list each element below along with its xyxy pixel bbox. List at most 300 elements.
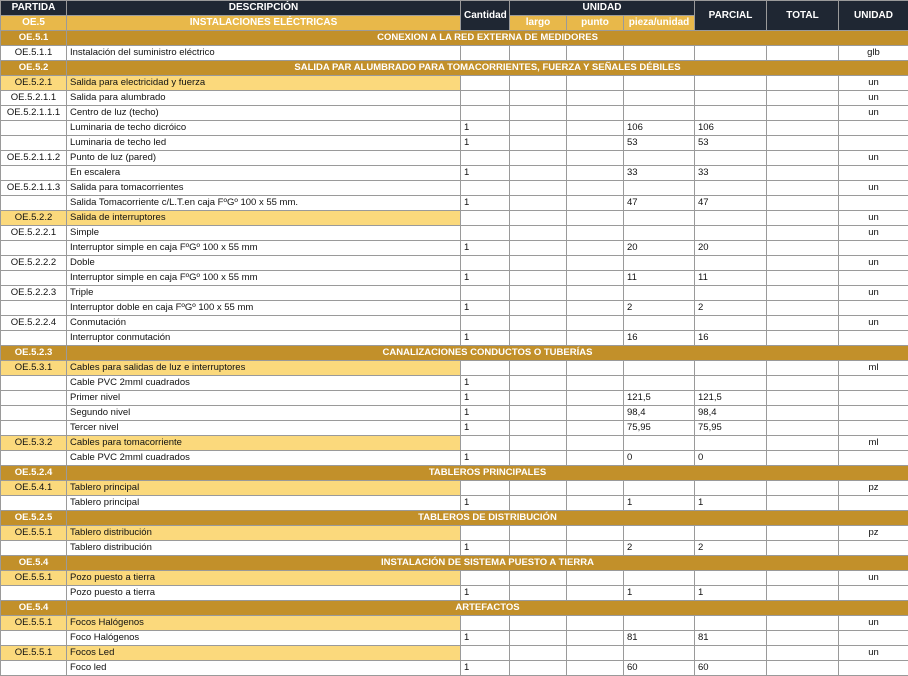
- header-largo: largo: [510, 16, 567, 31]
- row-punto: [567, 76, 624, 91]
- row-cantidad: 1: [461, 661, 510, 676]
- row-description: Salida para alumbrado: [67, 91, 461, 106]
- row-description: Pozo puesto a tierra: [67, 586, 461, 601]
- row-pieza-unidad: [624, 646, 695, 661]
- row-description: Salida para electricidad y fuerza: [67, 76, 461, 91]
- section-row: [1, 466, 908, 481]
- row-punto: [567, 316, 624, 331]
- row-code: [1, 121, 67, 136]
- row-unit: un: [839, 616, 908, 631]
- row-total: [767, 226, 839, 241]
- row-code: OE.5.2.1: [1, 76, 67, 91]
- row-code: [1, 166, 67, 181]
- row-unit: [839, 121, 908, 136]
- row-pieza-unidad: [624, 76, 695, 91]
- table-row: [1, 406, 908, 421]
- row-total: [767, 571, 839, 586]
- row-code: [1, 631, 67, 646]
- row-pieza-unidad: [624, 616, 695, 631]
- subsection-row: [1, 361, 908, 376]
- row-unit: un: [839, 316, 908, 331]
- row-largo: [510, 586, 567, 601]
- row-pieza-unidad: [624, 481, 695, 496]
- row-code: [1, 451, 67, 466]
- row-punto: [567, 196, 624, 211]
- row-description: ARTEFACTOS: [67, 601, 908, 616]
- row-pieza-unidad: 2: [624, 541, 695, 556]
- header-pieza-unidad: pieza/unidad: [624, 16, 695, 31]
- row-total: [767, 136, 839, 151]
- row-code: [1, 271, 67, 286]
- row-code: OE.5.2.2.2: [1, 256, 67, 271]
- row-pieza-unidad: 20: [624, 241, 695, 256]
- table-row: [1, 661, 908, 676]
- row-punto: [567, 241, 624, 256]
- section-row: [1, 61, 908, 76]
- row-description: Salida Tomacorriente c/L.T.en caja FºGº 100 x 55 mm.: [67, 196, 461, 211]
- row-total: [767, 391, 839, 406]
- row-pieza-unidad: [624, 436, 695, 451]
- table-row: [1, 496, 908, 511]
- row-total: [767, 76, 839, 91]
- row-parcial: [695, 181, 767, 196]
- row-total: [767, 106, 839, 121]
- row-cantidad: 1: [461, 331, 510, 346]
- row-largo: [510, 661, 567, 676]
- row-parcial: 98,4: [695, 406, 767, 421]
- table-row: [1, 181, 908, 196]
- header-cantidad: Cantidad: [461, 1, 510, 31]
- row-total: [767, 301, 839, 316]
- row-pieza-unidad: [624, 286, 695, 301]
- row-largo: [510, 241, 567, 256]
- row-description: Salida de interruptores: [67, 211, 461, 226]
- row-description: Tablero distribución: [67, 541, 461, 556]
- row-cantidad: [461, 616, 510, 631]
- row-punto: [567, 406, 624, 421]
- row-unit: pz: [839, 526, 908, 541]
- row-description: Cable PVC 2mml cuadrados: [67, 376, 461, 391]
- row-unit: [839, 421, 908, 436]
- row-largo: [510, 541, 567, 556]
- row-pieza-unidad: [624, 181, 695, 196]
- row-largo: [510, 406, 567, 421]
- row-description: Interruptor conmutación: [67, 331, 461, 346]
- row-cantidad: 1: [461, 196, 510, 211]
- row-punto: [567, 526, 624, 541]
- row-parcial: [695, 91, 767, 106]
- row-punto: [567, 121, 624, 136]
- row-largo: [510, 631, 567, 646]
- row-code: OE.5.3.1: [1, 361, 67, 376]
- row-parcial: 11: [695, 271, 767, 286]
- row-parcial: [695, 286, 767, 301]
- subsection-row: [1, 571, 908, 586]
- row-punto: [567, 301, 624, 316]
- row-parcial: [695, 571, 767, 586]
- row-code: [1, 421, 67, 436]
- row-code: [1, 136, 67, 151]
- row-punto: [567, 166, 624, 181]
- row-total: [767, 286, 839, 301]
- row-largo: [510, 76, 567, 91]
- row-description: Focos Halógenos: [67, 616, 461, 631]
- header-unidad: UNIDAD: [839, 1, 908, 31]
- row-parcial: [695, 376, 767, 391]
- row-parcial: [695, 76, 767, 91]
- row-code: OE.5.4: [1, 601, 67, 616]
- row-punto: [567, 181, 624, 196]
- table-row: [1, 136, 908, 151]
- row-largo: [510, 286, 567, 301]
- table-row: [1, 631, 908, 646]
- subsection-row: [1, 646, 908, 661]
- row-cantidad: [461, 211, 510, 226]
- row-parcial: [695, 211, 767, 226]
- row-unit: un: [839, 256, 908, 271]
- row-parcial: [695, 316, 767, 331]
- row-total: [767, 331, 839, 346]
- table-row: [1, 586, 908, 601]
- row-unit: glb: [839, 46, 908, 61]
- row-punto: [567, 136, 624, 151]
- row-code: OE.5.5.1: [1, 571, 67, 586]
- row-description: Cables para tomacorriente: [67, 436, 461, 451]
- row-largo: [510, 376, 567, 391]
- row-pieza-unidad: 1: [624, 586, 695, 601]
- row-code: OE.5.5.1: [1, 526, 67, 541]
- row-cantidad: [461, 76, 510, 91]
- table-row: [1, 46, 908, 61]
- row-description: SALIDA PAR ALUMBRADO PARA TOMACORRIENTES, FUERZA Y SEÑALES DÉBILES: [67, 61, 908, 76]
- row-description: Tablero principal: [67, 481, 461, 496]
- row-total: [767, 151, 839, 166]
- row-description: En escalera: [67, 166, 461, 181]
- row-pieza-unidad: [624, 46, 695, 61]
- row-pieza-unidad: [624, 316, 695, 331]
- row-parcial: 2: [695, 541, 767, 556]
- row-parcial: [695, 256, 767, 271]
- row-unit: [839, 451, 908, 466]
- row-unit: un: [839, 181, 908, 196]
- row-total: [767, 271, 839, 286]
- row-pieza-unidad: 16: [624, 331, 695, 346]
- row-description: Foco Halógenos: [67, 631, 461, 646]
- table-row: [1, 151, 908, 166]
- subsection-row: [1, 481, 908, 496]
- row-largo: [510, 211, 567, 226]
- subsection-row: [1, 526, 908, 541]
- row-total: [767, 376, 839, 391]
- row-description: CANALIZACIONES CONDUCTOS O TUBERÍAS: [67, 346, 908, 361]
- table-row: [1, 421, 908, 436]
- row-punto: [567, 151, 624, 166]
- row-cantidad: 1: [461, 166, 510, 181]
- row-code: OE.5.2.1.1.1: [1, 106, 67, 121]
- row-cantidad: 1: [461, 631, 510, 646]
- row-code: [1, 406, 67, 421]
- header-total: TOTAL: [767, 1, 839, 31]
- row-largo: [510, 136, 567, 151]
- row-unit: un: [839, 106, 908, 121]
- row-description: Tablero principal: [67, 496, 461, 511]
- row-description: TABLEROS PRINCIPALES: [67, 466, 908, 481]
- row-parcial: 75,95: [695, 421, 767, 436]
- row-parcial: [695, 226, 767, 241]
- row-code: [1, 661, 67, 676]
- row-pieza-unidad: [624, 226, 695, 241]
- table-row: [1, 541, 908, 556]
- row-largo: [510, 571, 567, 586]
- table-row: [1, 241, 908, 256]
- row-cantidad: 1: [461, 451, 510, 466]
- row-unit: pz: [839, 481, 908, 496]
- row-total: [767, 631, 839, 646]
- row-code: [1, 391, 67, 406]
- table-row: [1, 271, 908, 286]
- row-code: OE.5.2.4: [1, 466, 67, 481]
- row-largo: [510, 226, 567, 241]
- row-parcial: 121,5: [695, 391, 767, 406]
- row-parcial: [695, 646, 767, 661]
- row-largo: [510, 256, 567, 271]
- row-parcial: 0: [695, 451, 767, 466]
- row-description: Primer nivel: [67, 391, 461, 406]
- row-largo: [510, 496, 567, 511]
- row-cantidad: [461, 481, 510, 496]
- row-punto: [567, 46, 624, 61]
- row-largo: [510, 46, 567, 61]
- row-cantidad: [461, 46, 510, 61]
- row-parcial: 33: [695, 166, 767, 181]
- row-unit: un: [839, 76, 908, 91]
- row-code: OE.5.1: [1, 31, 67, 46]
- row-total: [767, 646, 839, 661]
- row-total: [767, 496, 839, 511]
- row-cantidad: [461, 526, 510, 541]
- row-parcial: 106: [695, 121, 767, 136]
- row-total: [767, 406, 839, 421]
- row-cantidad: 1: [461, 421, 510, 436]
- row-cantidad: 1: [461, 136, 510, 151]
- row-description: Foco led: [67, 661, 461, 676]
- row-total: [767, 211, 839, 226]
- row-total: [767, 586, 839, 601]
- row-unit: [839, 196, 908, 211]
- subsection-row: [1, 616, 908, 631]
- table-row: [1, 331, 908, 346]
- row-pieza-unidad: [624, 106, 695, 121]
- row-code: OE.5.2.2.3: [1, 286, 67, 301]
- row-unit: [839, 271, 908, 286]
- row-pieza-unidad: 121,5: [624, 391, 695, 406]
- row-description: Interruptor simple en caja FºGº 100 x 55 mm: [67, 241, 461, 256]
- row-code: OE.5.5.1: [1, 646, 67, 661]
- row-code: OE.5.2.1.1.3: [1, 181, 67, 196]
- row-code: OE.5.2.2.1: [1, 226, 67, 241]
- row-total: [767, 541, 839, 556]
- row-parcial: [695, 616, 767, 631]
- row-largo: [510, 121, 567, 136]
- row-cantidad: 1: [461, 391, 510, 406]
- row-total: [767, 166, 839, 181]
- row-largo: [510, 301, 567, 316]
- row-unit: [839, 631, 908, 646]
- row-pieza-unidad: 98,4: [624, 406, 695, 421]
- row-description: Punto de luz (pared): [67, 151, 461, 166]
- row-cantidad: 1: [461, 496, 510, 511]
- table-row: [1, 256, 908, 271]
- row-total: [767, 46, 839, 61]
- header-partida: PARTIDA: [1, 1, 67, 16]
- row-pieza-unidad: 0: [624, 451, 695, 466]
- row-punto: [567, 106, 624, 121]
- row-description: TABLEROS DE DISTRIBUCIÓN: [67, 511, 908, 526]
- section-row: [1, 601, 908, 616]
- row-unit: un: [839, 646, 908, 661]
- row-code: OE.5.2.1.1: [1, 91, 67, 106]
- row-pieza-unidad: [624, 91, 695, 106]
- row-punto: [567, 481, 624, 496]
- row-total: [767, 121, 839, 136]
- section-row: [1, 511, 908, 526]
- row-description: Luminaria de techo dicróico: [67, 121, 461, 136]
- row-unit: [839, 496, 908, 511]
- row-code: [1, 586, 67, 601]
- row-code: [1, 301, 67, 316]
- table-row: [1, 121, 908, 136]
- row-cantidad: [461, 361, 510, 376]
- table-row: [1, 451, 908, 466]
- row-unit: un: [839, 211, 908, 226]
- row-pieza-unidad: [624, 526, 695, 541]
- row-largo: [510, 151, 567, 166]
- row-largo: [510, 646, 567, 661]
- row-largo: [510, 436, 567, 451]
- row-cantidad: 1: [461, 301, 510, 316]
- row-largo: [510, 271, 567, 286]
- table-row: [1, 376, 908, 391]
- row-unit: [839, 241, 908, 256]
- row-largo: [510, 181, 567, 196]
- row-description: Cables para salidas de luz e interruptores: [67, 361, 461, 376]
- row-largo: [510, 391, 567, 406]
- row-parcial: 53: [695, 136, 767, 151]
- row-code: OE.5.5.1: [1, 616, 67, 631]
- row-description: Pozo puesto a tierra: [67, 571, 461, 586]
- row-pieza-unidad: 2: [624, 301, 695, 316]
- row-description: Luminaria de techo led: [67, 136, 461, 151]
- row-punto: [567, 211, 624, 226]
- row-parcial: [695, 106, 767, 121]
- row-total: [767, 361, 839, 376]
- row-pieza-unidad: [624, 361, 695, 376]
- row-pieza-unidad: [624, 211, 695, 226]
- row-code: OE.5.1.1: [1, 46, 67, 61]
- row-punto: [567, 286, 624, 301]
- table-body: [1, 31, 908, 676]
- row-pieza-unidad: 11: [624, 271, 695, 286]
- row-parcial: [695, 361, 767, 376]
- row-unit: un: [839, 91, 908, 106]
- row-parcial: 81: [695, 631, 767, 646]
- row-largo: [510, 196, 567, 211]
- row-parcial: [695, 151, 767, 166]
- row-code: [1, 241, 67, 256]
- row-code: OE.5.2: [1, 61, 67, 76]
- subsection-row: [1, 76, 908, 91]
- row-description: INSTALACIÓN DE SISTEMA PUESTO A TIERRA: [67, 556, 908, 571]
- row-parcial: 2: [695, 301, 767, 316]
- row-cantidad: [461, 316, 510, 331]
- row-code: OE.5.2.2: [1, 211, 67, 226]
- row-description: Simple: [67, 226, 461, 241]
- row-total: [767, 436, 839, 451]
- table-row: [1, 196, 908, 211]
- row-description: Triple: [67, 286, 461, 301]
- table-row: [1, 106, 908, 121]
- row-code: [1, 196, 67, 211]
- row-description: Focos Led: [67, 646, 461, 661]
- row-description: Tercer nivel: [67, 421, 461, 436]
- row-punto: [567, 586, 624, 601]
- row-unit: un: [839, 151, 908, 166]
- row-largo: [510, 361, 567, 376]
- row-punto: [567, 376, 624, 391]
- section-row: [1, 346, 908, 361]
- row-pieza-unidad: 60: [624, 661, 695, 676]
- row-punto: [567, 226, 624, 241]
- row-code: OE.5.4.1: [1, 481, 67, 496]
- row-total: [767, 421, 839, 436]
- row-unit: [839, 166, 908, 181]
- row-total: [767, 481, 839, 496]
- row-total: [767, 196, 839, 211]
- row-unit: [839, 136, 908, 151]
- header-punto: punto: [567, 16, 624, 31]
- row-punto: [567, 451, 624, 466]
- row-code: OE.5.3.2: [1, 436, 67, 451]
- subsection-row: [1, 211, 908, 226]
- row-cantidad: 1: [461, 121, 510, 136]
- row-pieza-unidad: 106: [624, 121, 695, 136]
- row-total: [767, 526, 839, 541]
- row-parcial: 20: [695, 241, 767, 256]
- table-row: [1, 301, 908, 316]
- row-punto: [567, 91, 624, 106]
- row-parcial: [695, 481, 767, 496]
- row-cantidad: [461, 646, 510, 661]
- row-code: OE.5.2.2.4: [1, 316, 67, 331]
- row-total: [767, 616, 839, 631]
- row-pieza-unidad: [624, 151, 695, 166]
- row-cantidad: 1: [461, 541, 510, 556]
- row-parcial: 1: [695, 496, 767, 511]
- row-cantidad: [461, 181, 510, 196]
- row-parcial: 1: [695, 586, 767, 601]
- row-pieza-unidad: 75,95: [624, 421, 695, 436]
- row-code: [1, 376, 67, 391]
- row-parcial: [695, 46, 767, 61]
- row-description: Interruptor simple en caja FºGº 100 x 55 mm: [67, 271, 461, 286]
- row-code: OE.5.2.3: [1, 346, 67, 361]
- row-description: Segundo nivel: [67, 406, 461, 421]
- row-pieza-unidad: 1: [624, 496, 695, 511]
- row-cantidad: 1: [461, 406, 510, 421]
- subsection-row: [1, 436, 908, 451]
- row-punto: [567, 496, 624, 511]
- row-largo: [510, 331, 567, 346]
